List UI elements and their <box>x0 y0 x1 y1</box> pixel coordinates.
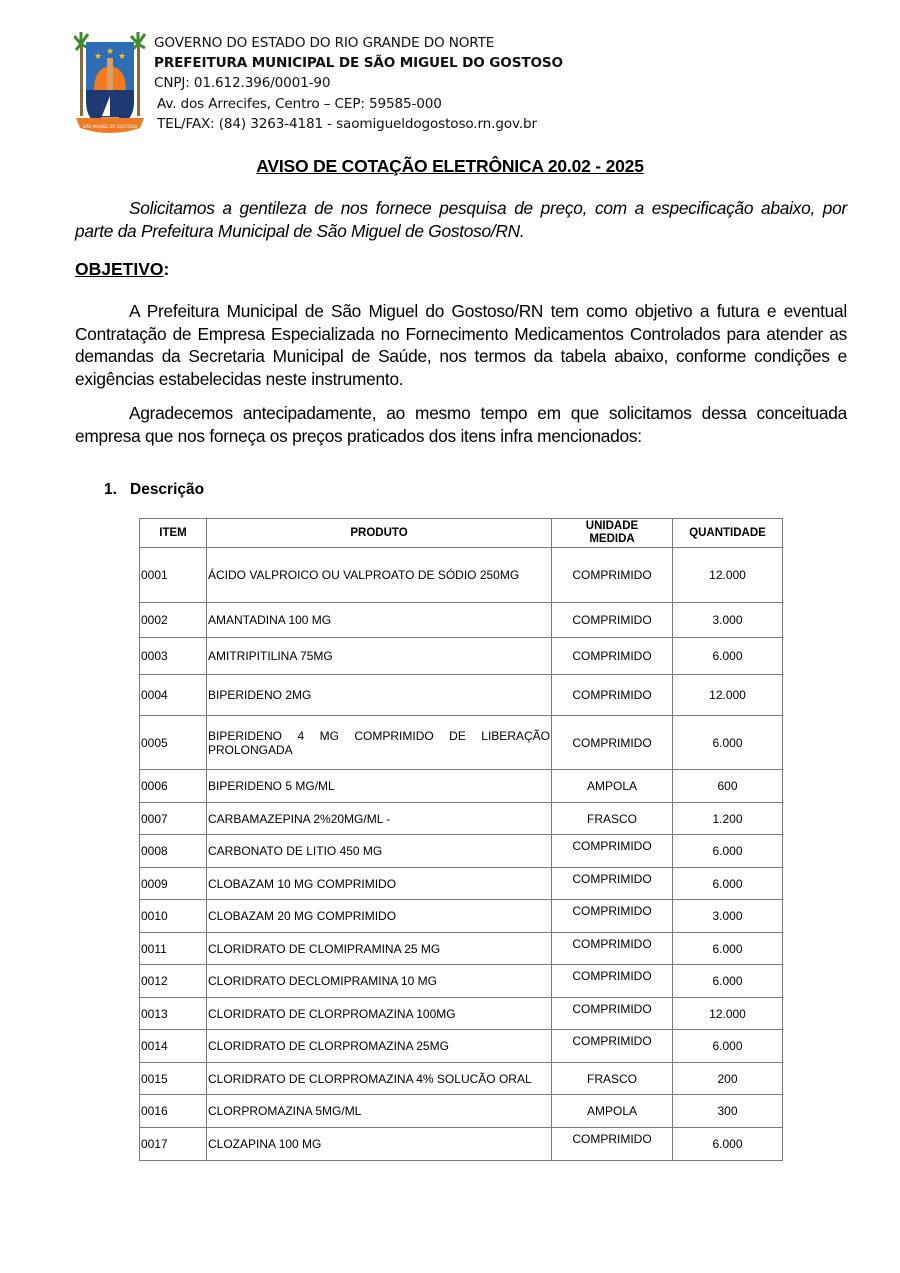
section-number: 1. <box>104 481 117 498</box>
cell-item: 0007 <box>140 803 207 835</box>
cell-produto: BIPERIDENO 2MG <box>207 675 552 716</box>
cell-item: 0003 <box>140 638 207 675</box>
municipal-coat-of-arms-icon <box>74 32 146 140</box>
intro-text: Solicitamos a gentileza de nos fornece pesquisa de preço, com a especificação abaixo, por parte da Prefeitura Municipal de São Miguel de Gostoso/RN. <box>75 198 847 241</box>
cell-item: 0014 <box>140 1030 207 1063</box>
cell-produto: AMITRIPITILINA 75MG <box>207 638 552 675</box>
contact-line: TEL/FAX: (84) 3263-4181 - saomigueldogostoso.rn.gov.br <box>157 115 537 132</box>
cell-quantidade: 1.200 <box>673 803 783 835</box>
municipality-name: PREFEITURA MUNICIPAL DE SÃO MIGUEL DO GOSTOSO <box>154 55 563 72</box>
cell-unidade: FRASCO <box>552 1063 673 1095</box>
cell-item: 0002 <box>140 603 207 638</box>
section-title: Descrição <box>130 481 205 498</box>
svg-text:★: ★ <box>94 52 103 62</box>
cell-unidade: COMPRIMIDO <box>552 638 673 675</box>
cell-quantidade: 6.000 <box>673 868 783 900</box>
table-header-row <box>140 519 783 548</box>
cell-produto: ÁCIDO VALPROICO OU VALPROATO DE SÓDIO 250MG <box>207 548 552 603</box>
cell-item: 0012 <box>140 965 207 998</box>
cell-produto: CLOBAZAM 20 MG COMPRIMIDO <box>207 900 552 933</box>
cell-unidade: COMPRIMIDO <box>552 933 673 965</box>
table-row <box>140 716 783 770</box>
objetivo-label: OBJETIVO <box>75 259 164 279</box>
section-heading <box>104 481 204 499</box>
table-row <box>140 1030 783 1063</box>
cell-quantidade: 600 <box>673 770 783 803</box>
cell-produto: CLORIDRATO DE CLORPROMAZINA 25MG <box>207 1030 552 1063</box>
cell-quantidade: 6.000 <box>673 835 783 868</box>
table-row <box>140 868 783 900</box>
cell-unidade: COMPRIMIDO <box>552 835 673 868</box>
cell-unidade: COMPRIMIDO <box>552 900 673 933</box>
agradecimento-paragraph <box>75 402 847 447</box>
objetivo-paragraph <box>75 300 847 390</box>
letterhead-text <box>154 33 563 134</box>
cell-unidade: COMPRIMIDO <box>552 548 673 603</box>
svg-text:★: ★ <box>118 52 127 62</box>
cell-quantidade: 12.000 <box>673 675 783 716</box>
cell-unidade: COMPRIMIDO <box>552 868 673 900</box>
table-row <box>140 603 783 638</box>
cell-quantidade: 200 <box>673 1063 783 1095</box>
table-row <box>140 998 783 1030</box>
svg-text:★: ★ <box>106 47 115 57</box>
cell-quantidade: 3.000 <box>673 603 783 638</box>
cell-item: 0001 <box>140 548 207 603</box>
letterhead <box>74 32 674 142</box>
cell-unidade: AMPOLA <box>552 1095 673 1128</box>
header-produto: PRODUTO <box>207 519 552 548</box>
cell-quantidade: 6.000 <box>673 638 783 675</box>
header-unidade <box>552 519 673 548</box>
cell-item: 0004 <box>140 675 207 716</box>
cell-unidade: COMPRIMIDO <box>552 603 673 638</box>
cell-produto: CLORIDRATO DE CLORPROMAZINA 4% SOLUCÃO ORAL <box>207 1063 552 1095</box>
document-title: AVISO DE COTAÇÃO ELETRÔNICA 20.02 - 2025 <box>256 156 644 176</box>
cell-produto: CARBAMAZEPINA 2%20MG/ML - <box>207 803 552 835</box>
table-row <box>140 1095 783 1128</box>
intro-paragraph <box>75 197 847 242</box>
cell-item: 0008 <box>140 835 207 868</box>
cell-quantidade: 12.000 <box>673 548 783 603</box>
cell-quantidade: 6.000 <box>673 933 783 965</box>
objetivo-colon: : <box>163 259 170 279</box>
cell-quantidade: 6.000 <box>673 1128 783 1161</box>
table-row <box>140 675 783 716</box>
cell-unidade: COMPRIMIDO <box>552 998 673 1030</box>
objetivo-text: A Prefeitura Municipal de São Miguel do Gostoso/RN tem como objetivo a futura e eventual Contratação de Empresa Especializada no Fornecimento Medicamentos Controlados para atender as demandas da Secretaria Municipal de Saúde, nos termos da tabela abaixo, conforme condições e exigências estabelecidas neste instrumento. <box>75 301 847 389</box>
table-row <box>140 770 783 803</box>
cell-item: 0010 <box>140 900 207 933</box>
table-row <box>140 638 783 675</box>
address-line: Av. dos Arrecifes, Centro – CEP: 59585-000 <box>157 95 442 112</box>
table-row <box>140 965 783 998</box>
items-table <box>139 518 783 1161</box>
cell-item: 0017 <box>140 1128 207 1161</box>
state-government-line: GOVERNO DO ESTADO DO RIO GRANDE DO NORTE <box>154 35 495 51</box>
cell-unidade: COMPRIMIDO <box>552 716 673 770</box>
cell-unidade: COMPRIMIDO <box>552 1128 673 1161</box>
cell-produto: CLOZAPINA 100 MG <box>207 1128 552 1161</box>
cell-produto: CLORIDRATO DE CLORPROMAZINA 100MG <box>207 998 552 1030</box>
cell-produto: CLOBAZAM 10 MG COMPRIMIDO <box>207 868 552 900</box>
cell-produto: BIPERIDENO 5 MG/ML <box>207 770 552 803</box>
objetivo-heading <box>75 259 169 280</box>
cell-item: 0011 <box>140 933 207 965</box>
cell-unidade: AMPOLA <box>552 770 673 803</box>
cell-item: 0013 <box>140 998 207 1030</box>
cell-produto: CLORIDRATO DE CLOMIPRAMINA 25 MG <box>207 933 552 965</box>
table-row <box>140 1128 783 1161</box>
cell-produto: CLORIDRATO DECLOMIPRAMINA 10 MG <box>207 965 552 998</box>
cell-unidade: FRASCO <box>552 803 673 835</box>
table-row <box>140 548 783 603</box>
cell-item: 0016 <box>140 1095 207 1128</box>
cell-item: 0009 <box>140 868 207 900</box>
header-unidade-line1: UNIDADE <box>585 520 639 532</box>
cell-quantidade: 6.000 <box>673 716 783 770</box>
table-row <box>140 933 783 965</box>
cell-unidade: COMPRIMIDO <box>552 675 673 716</box>
cell-unidade: COMPRIMIDO <box>552 965 673 998</box>
cell-item: 0005 <box>140 716 207 770</box>
header-item: ITEM <box>140 519 207 548</box>
cell-produto: BIPERIDENO 4 MG COMPRIMIDO DE LIBERAÇÃO PROLONGADA <box>207 716 552 770</box>
header-unidade-line2: MEDIDA <box>589 533 635 545</box>
cell-quantidade: 3.000 <box>673 900 783 933</box>
cell-quantidade: 6.000 <box>673 965 783 998</box>
table-row <box>140 900 783 933</box>
cell-quantidade: 12.000 <box>673 998 783 1030</box>
table-row <box>140 835 783 868</box>
header-quantidade: QUANTIDADE <box>673 519 783 548</box>
cell-quantidade: 6.000 <box>673 1030 783 1063</box>
cell-produto: AMANTADINA 100 MG <box>207 603 552 638</box>
table-row <box>140 803 783 835</box>
cnpj-line: CNPJ: 01.612.396/0001-90 <box>154 75 331 92</box>
cell-quantidade: 300 <box>673 1095 783 1128</box>
cell-item: 0015 <box>140 1063 207 1095</box>
agradecimento-text: Agradecemos antecipadamente, ao mesmo tempo em que solicitamos dessa conceituada empresa que nos forneça os preços praticados dos itens infra mencionados: <box>75 403 847 446</box>
svg-text:SÃO MIGUEL DO GOSTOSO: SÃO MIGUEL DO GOSTOSO <box>83 124 137 129</box>
table-row <box>140 1063 783 1095</box>
cell-unidade: COMPRIMIDO <box>552 1030 673 1063</box>
cell-produto: CLORPROMAZINA 5MG/ML <box>207 1095 552 1128</box>
cell-produto: CARBONATO DE LITIO 450 MG <box>207 835 552 868</box>
cell-item: 0006 <box>140 770 207 803</box>
